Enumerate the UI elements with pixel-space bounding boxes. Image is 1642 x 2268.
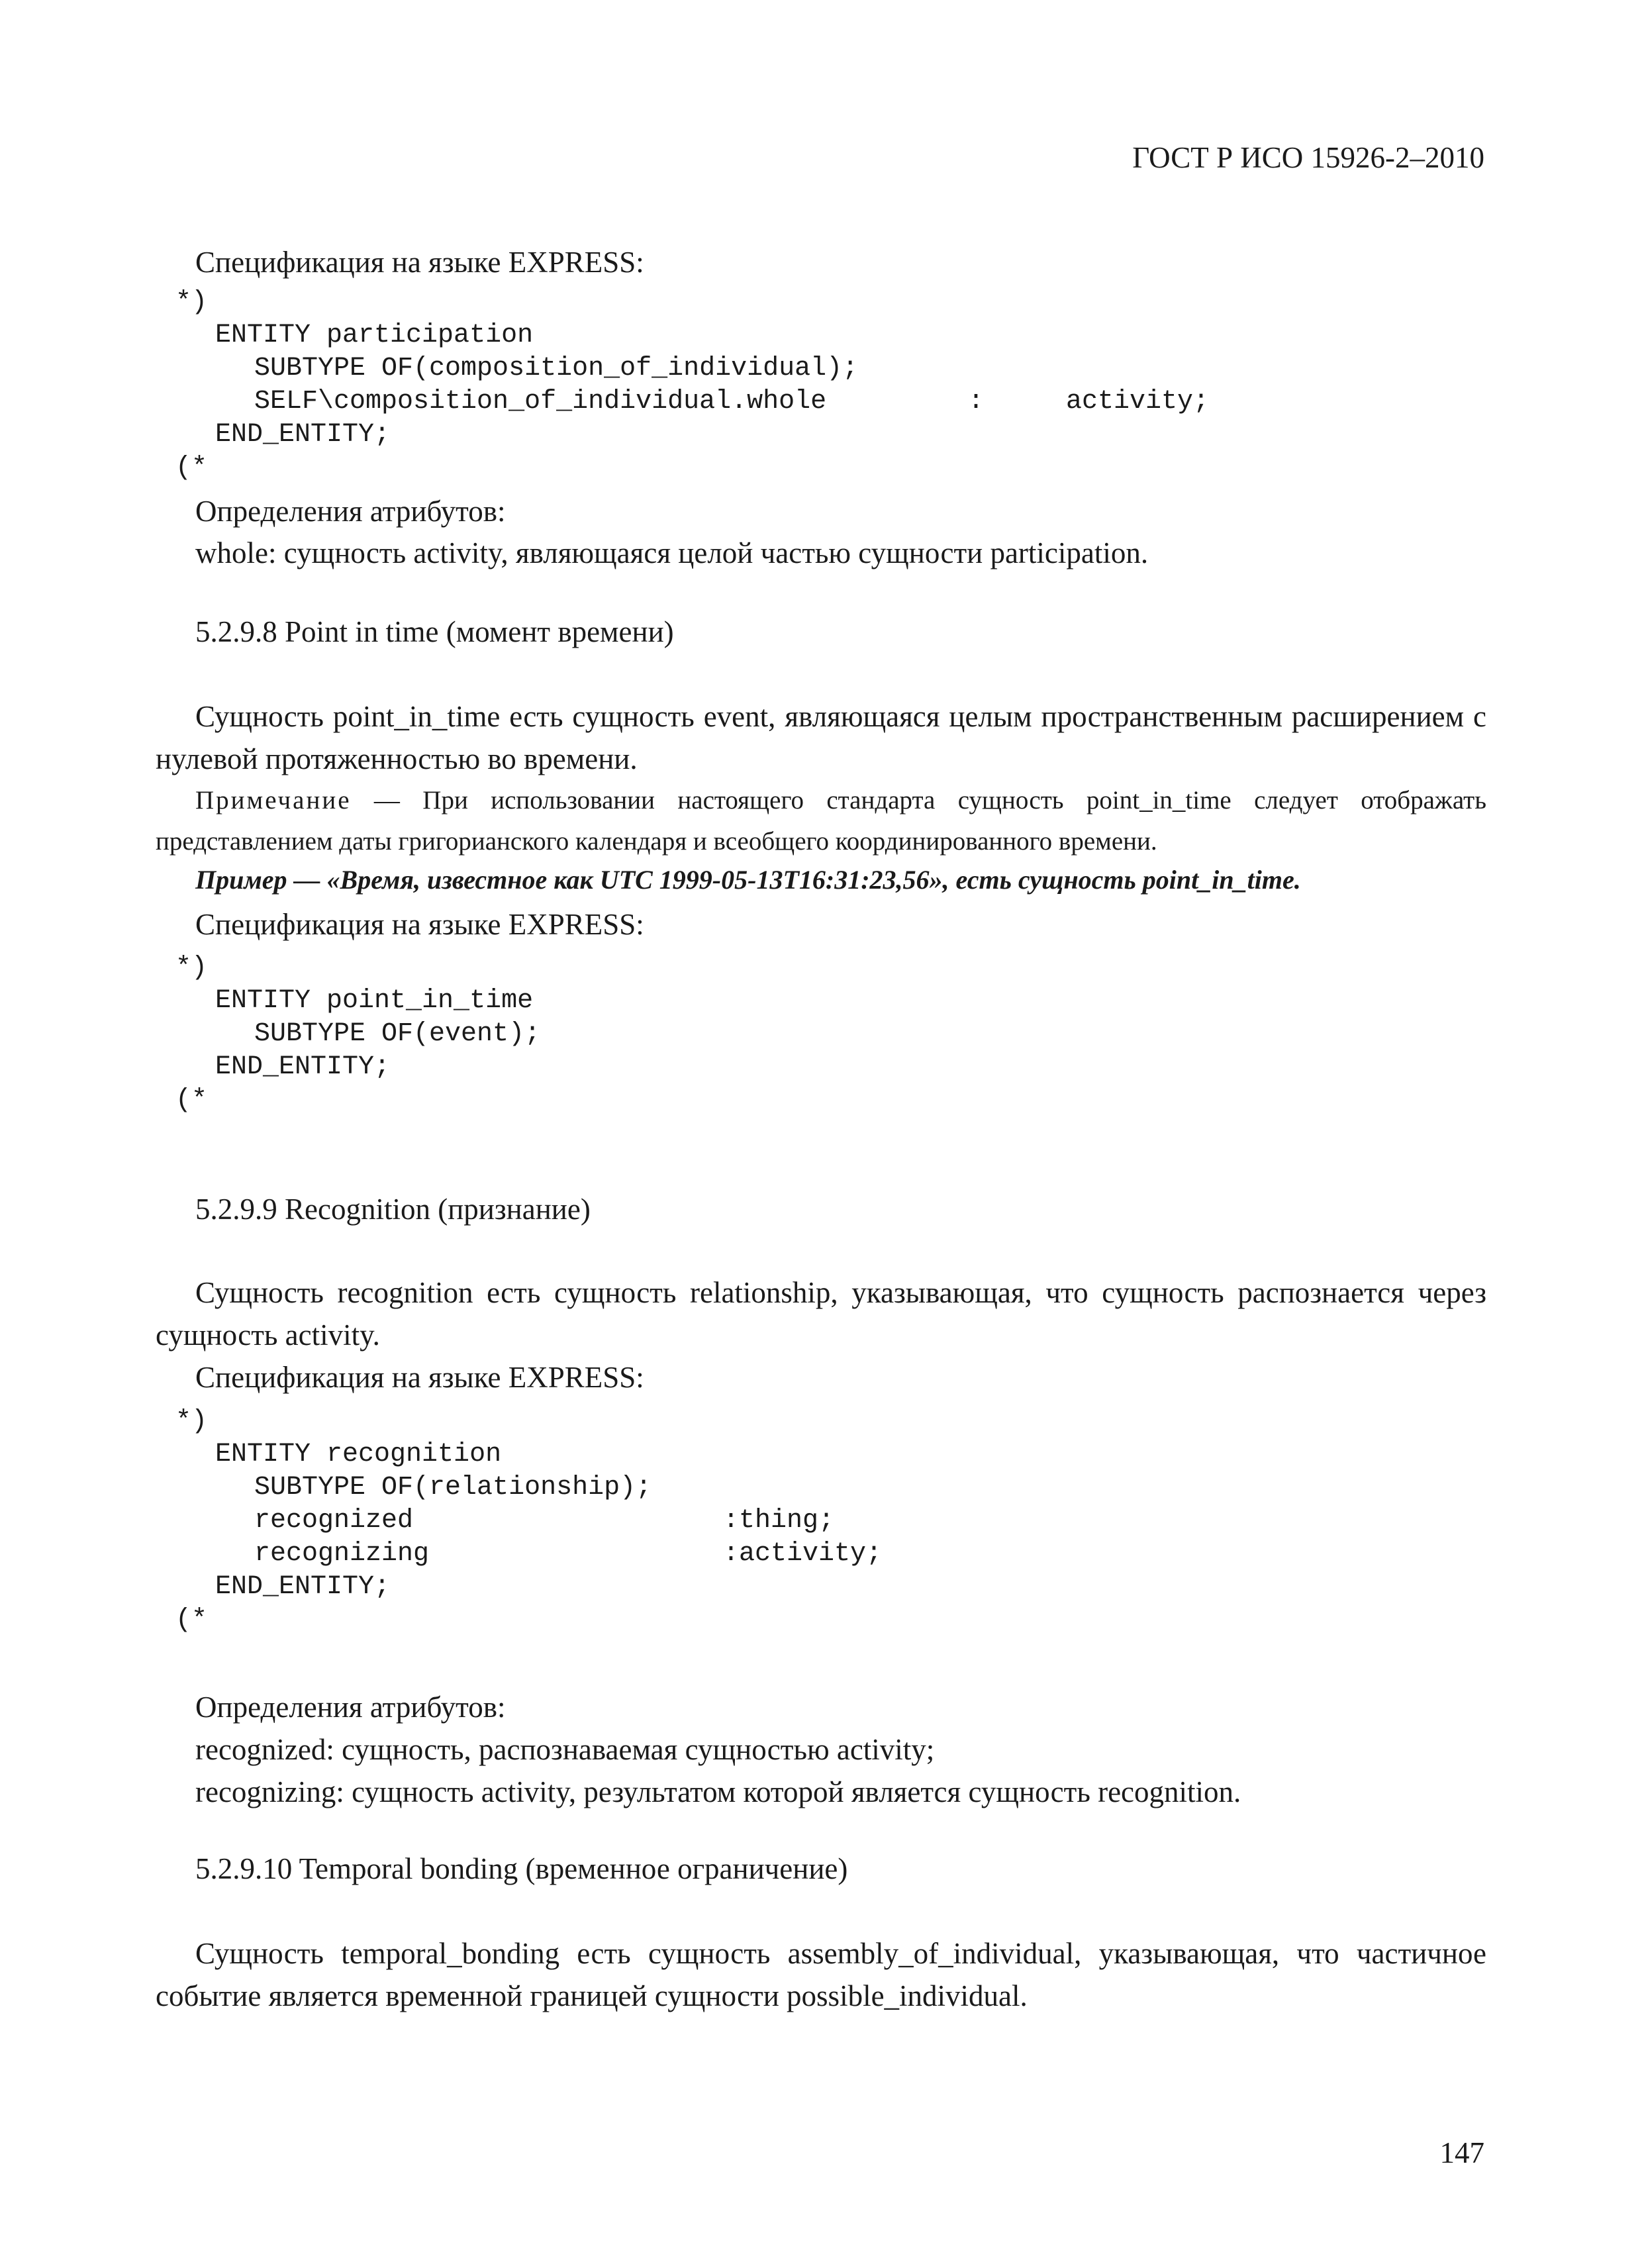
attributes-title: Определения атрибутов:	[195, 495, 506, 528]
code-line: SUBTYPE OF(relationship);	[254, 1473, 652, 1503]
code-close: (*	[175, 1605, 208, 1635]
attribute-definition: recognized: сущность, распознаваемая сущностью activity;	[195, 1733, 935, 1766]
code-line: ENTITY participation	[215, 320, 534, 350]
code-line: activity;	[1066, 387, 1210, 417]
code-line: ENTITY point_in_time	[215, 986, 534, 1016]
code-close: (*	[175, 453, 208, 483]
code-line: SUBTYPE OF(event);	[254, 1019, 541, 1049]
code-open: *)	[175, 1406, 208, 1436]
note-text: — При использовании настоящего стандарта сущность point_in_time следует отображать представлением даты григорианского календаря и всеобщего координированного времени.	[156, 786, 1486, 856]
code-line: END_ENTITY;	[215, 420, 391, 450]
note	[156, 780, 1486, 862]
code-line: recognized	[254, 1506, 414, 1536]
code-line: :	[968, 387, 985, 417]
code-line: END_ENTITY;	[215, 1052, 391, 1082]
spec-label: Спецификация на языке EXPRESS:	[195, 908, 644, 941]
paragraph	[156, 1932, 1486, 2017]
paragraph	[156, 695, 1486, 780]
code-line: ENTITY recognition	[215, 1440, 502, 1469]
attribute-definition: recognizing: сущность activity, результатом которой является сущность recognition.	[195, 1775, 1241, 1808]
document-header: ГОСТ Р ИСО 15926-2–2010	[1132, 141, 1484, 174]
paragraph	[156, 1271, 1486, 1356]
section-heading: 5.2.9.8 Point in time (момент времени)	[195, 615, 674, 648]
spec-label: Спецификация на языке EXPRESS:	[195, 1361, 644, 1394]
paragraph-text: Сущность recognition есть сущность relationship, указывающая, что сущность распознается через сущность activity.	[156, 1276, 1486, 1352]
code-open: *)	[175, 953, 208, 983]
attributes-title: Определения атрибутов:	[195, 1691, 506, 1724]
note-label: Примечание	[195, 786, 352, 814]
paragraph-text: Сущность temporal_bonding есть сущность assembly_of_individual, указывающая, что частичное событие является временной границей сущности possible_individual.	[156, 1937, 1486, 2012]
attribute-definition: whole: сущность activity, являющаяся целой частью сущности participation.	[195, 536, 1149, 569]
code-close: (*	[175, 1085, 208, 1115]
code-line: END_ENTITY;	[215, 1572, 391, 1602]
section-heading: 5.2.9.10 Temporal bonding (временное ограничение)	[195, 1852, 848, 1885]
code-open: *)	[175, 287, 208, 317]
page-number: 147	[1439, 2136, 1484, 2169]
code-line: SELF\composition_of_individual.whole	[254, 387, 827, 417]
section-heading: 5.2.9.9 Recognition (признание)	[195, 1193, 591, 1226]
code-line: recognizing	[254, 1539, 430, 1569]
code-line: :thing;	[723, 1506, 835, 1536]
code-line: :activity;	[723, 1539, 883, 1569]
example: Пример — «Время, известное как UTC 1999-05-13T16:31:23,56», есть сущность point_in_time.	[195, 865, 1301, 895]
code-line: SUBTYPE OF(composition_of_individual);	[254, 354, 859, 383]
spec-label: Спецификация на языке EXPRESS:	[195, 246, 644, 279]
paragraph-text: Сущность point_in_time есть сущность event, являющаяся целым пространственным расширением с нулевой протяженностью во времени.	[156, 700, 1486, 775]
